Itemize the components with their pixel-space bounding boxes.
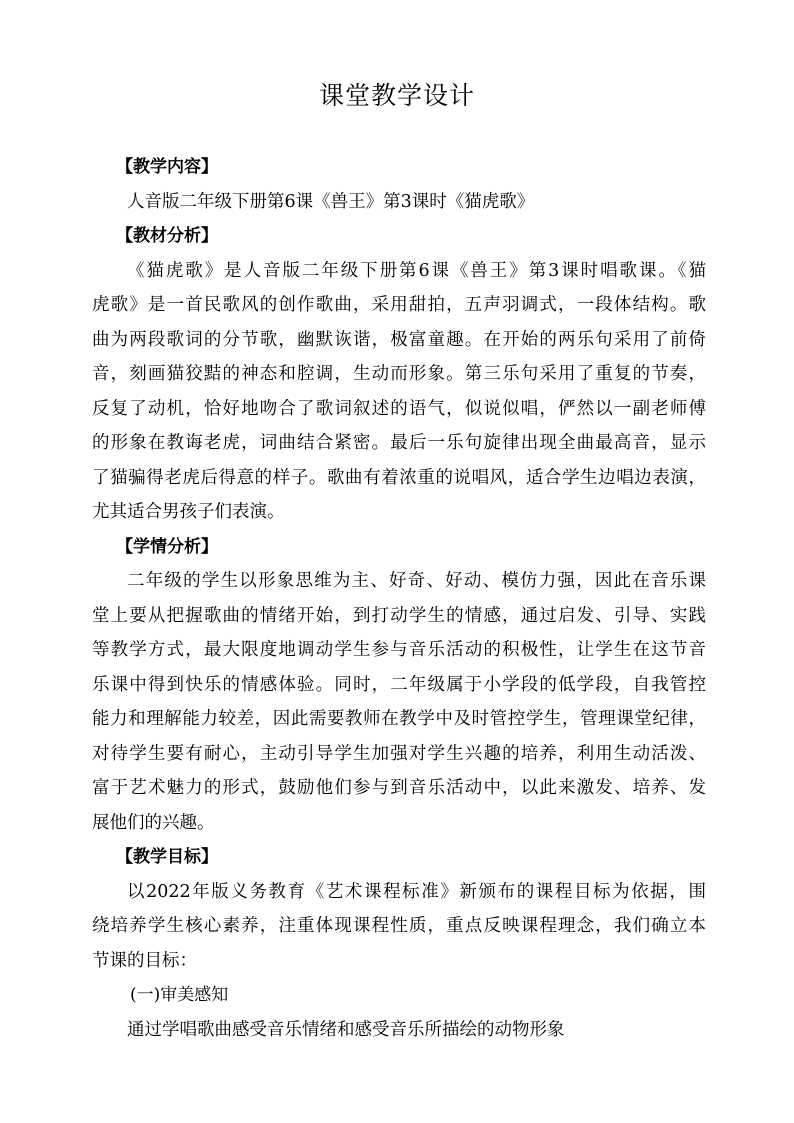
paragraph-line: 反复了动机，恰好地吻合了歌词叙述的语气，似说似唱，俨然以一副老师傅 — [92, 398, 706, 419]
paragraph-line: 《猫虎歌》是人音版二年级下册第6课《兽王》第3课时唱歌课。《猫 — [127, 260, 706, 281]
content-text: 人音版二年级下册第6课《兽王》第3课时《猫虎歌》 — [127, 191, 535, 212]
paragraph-line: 堂上要从把握歌曲的情绪开始，到打动学生的情感，通过启发、引导、实践 — [92, 605, 706, 626]
paragraph-line: 二年级的学生以形象思维为主、好奇、好动、模仿力强，因此在音乐课 — [127, 571, 706, 591]
document-body — [92, 150, 706, 1047]
section-heading-content: 【教学内容】 — [116, 157, 218, 177]
section-heading-material: 【教材分析】 — [116, 226, 218, 246]
paragraph-line: 以2022年版义务教育《艺术课程标准》新颁布的课程目标为依据，围 — [127, 881, 706, 902]
paragraph-line: 展他们的兴趣。 — [92, 812, 215, 833]
paragraph-line: 等教学方式，最大限度地调动学生参与音乐活动的积极性，让学生在这节音 — [92, 640, 706, 660]
paragraph-line: 能力和理解能力较差，因此需要教师在教学中及时管控学生，管理课堂纪律， — [92, 709, 706, 729]
goal-subheading: (一)审美感知 — [130, 985, 229, 1005]
paragraph-line: 乐课中得到快乐的情感体验。同时，二年级属于小学段的低学段，自我管控 — [92, 674, 706, 695]
goal-text: 通过学唱歌曲感受音乐情绪和感受音乐所描绘的动物形象 — [127, 1019, 565, 1040]
paragraph-line: 的形象在教诲老虎，词曲结合紧密。最后一乐句旋律出现全曲最高音，显示 — [92, 433, 706, 453]
paragraph-line: 尤其适合男孩子们表演。 — [92, 502, 285, 522]
paragraph-line: 绕培养学生核心素养，注重体现课程性质，重点反映课程理念，我们确立本 — [92, 916, 706, 936]
page-title: 课堂教学设计 — [318, 81, 475, 110]
paragraph-line: 富于艺术魅力的形式，鼓励他们参与到音乐活动中，以此来激发、培养、发 — [92, 778, 706, 798]
paragraph-line: 音，刻画猫狡黠的神态和腔调，生动而形象。第三乐句采用了重复的节奏， — [92, 364, 706, 384]
paragraph-line: 曲为两段歌词的分节歌，幽默诙谐，极富童趣。在开始的两乐句采用了前倚 — [92, 329, 706, 350]
paragraph-line: 对待学生要有耐心，主动引导学生加强对学生兴趣的培养，利用生动活泼、 — [92, 743, 706, 764]
paragraph-line: 节课的目标： — [92, 950, 197, 971]
section-heading-students: 【学情分析】 — [116, 536, 218, 557]
paragraph-line: 虎歌》是一首民歌风的创作歌曲，采用甜拍，五声羽调式，一段体结构。歌 — [92, 295, 706, 315]
section-heading-goals: 【教学目标】 — [116, 847, 218, 867]
paragraph-line: 了猫骗得老虎后得意的样子。歌曲有着浓重的说唱风，适合学生边唱边表演， — [92, 467, 706, 488]
